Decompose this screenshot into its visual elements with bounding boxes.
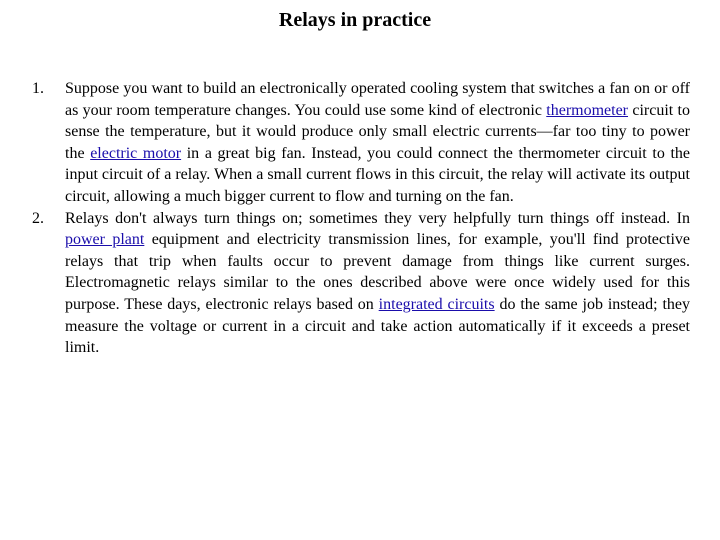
integrated-circuits-link[interactable]: integrated circuits: [378, 295, 495, 313]
thermometer-link[interactable]: thermometer: [546, 101, 629, 119]
slide-title: Relays in practice: [278, 9, 432, 31]
electric-motor-link[interactable]: electric motor: [90, 144, 182, 162]
text-segment: Relays don't always turn things on; sometimes they very helpfully turn things off instead. In: [65, 209, 690, 227]
text-segment: do the same job instead; they measure the voltage or current in a circuit and take action automatically if it exceeds a preset limit.: [65, 295, 690, 357]
list-item: [0, 208, 690, 359]
list-item: [0, 78, 690, 208]
text-segment: circuit to sense the temperature, but it would produce only small electric currents—far too tiny to power the: [65, 101, 691, 162]
text-segment: equipment and electricity transmission lines, for example, you'll find protective relays that trip when faults occur to prevent damage from things like current surges. Electromagnetic relays similar to the ones described above were once widely used for this purpose. These days, electronic relays based on: [65, 231, 691, 313]
list-item-number: 1.: [32, 80, 44, 97]
text-segment: Suppose you want to build an electronically operated cooling system that switches a fan on or off as your room temperature changes. You could use some kind of electronic: [65, 80, 690, 119]
numbered-list: [0, 78, 690, 359]
power-plant-link[interactable]: power plant: [65, 231, 145, 249]
list-item-number: 2.: [32, 209, 44, 227]
text-segment: in a great big fan. Instead, you could connect the thermometer circuit to the input circuit of a relay. When a small current flows in this circuit, the relay will activate its output circuit, allowing a much bigger current to flow and turning on the fan.: [65, 144, 691, 205]
